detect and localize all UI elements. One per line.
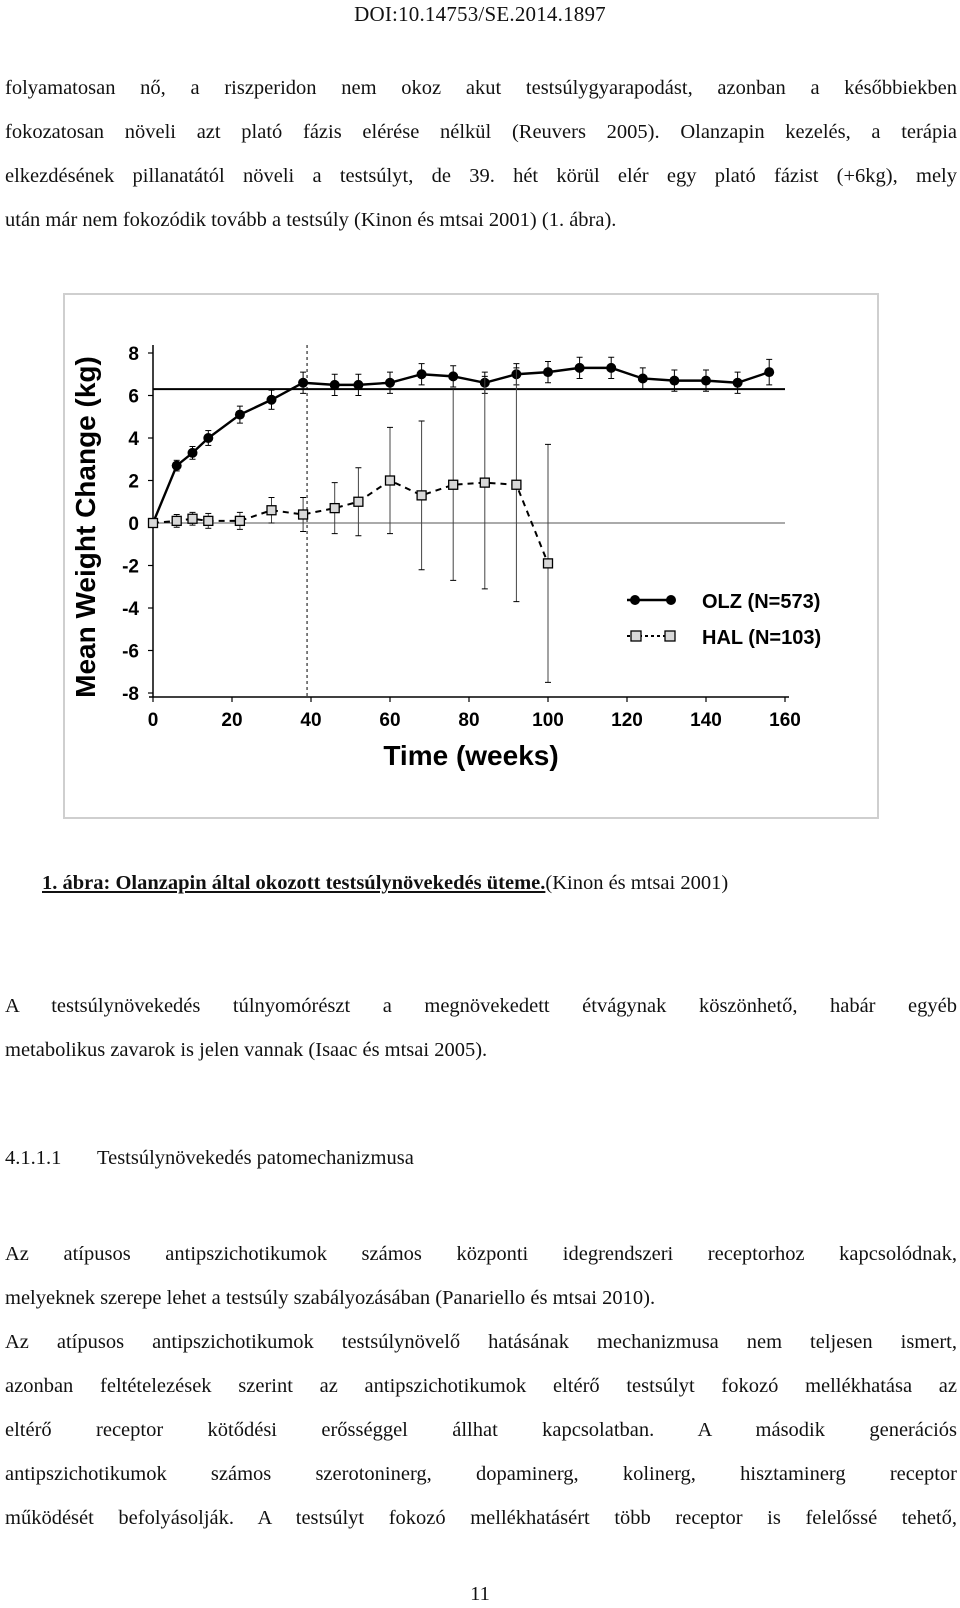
text-line: melyeknek szerepe lehet a testsúly szabályozásában (Panariello és mtsai 2010). xyxy=(5,1287,656,1309)
hal-data-point xyxy=(330,504,339,513)
legend-olz-marker xyxy=(666,595,676,605)
olz-data-point xyxy=(764,367,774,377)
olz-data-point xyxy=(669,376,679,386)
y-tick-label: -4 xyxy=(122,599,139,620)
legend-olz-marker xyxy=(630,595,640,605)
y-tick-label: 2 xyxy=(128,471,139,493)
y-tick-label: -2 xyxy=(122,556,139,578)
x-tick-label: 160 xyxy=(769,710,801,731)
x-tick-label: 60 xyxy=(379,710,401,731)
figure-frame xyxy=(63,293,879,819)
olz-data-point xyxy=(606,363,616,373)
legend-hal-marker xyxy=(665,631,675,641)
olz-data-point xyxy=(188,448,198,458)
y-tick-label: 0 xyxy=(128,514,139,535)
olz-data-point xyxy=(417,369,427,379)
x-tick-label: 20 xyxy=(221,710,243,731)
hal-data-point xyxy=(204,516,213,525)
olz-data-point xyxy=(575,363,585,373)
x-tick-label: 80 xyxy=(458,710,480,731)
text-line: fokozatosan növeli azt plató fázis elérése nélkül (Reuvers 2005). Olanzapin kezelés, a terápia xyxy=(5,121,957,143)
section-heading xyxy=(5,1147,414,1170)
text-line: antipszichotikumok számos szerotoninerg, dopaminerg, kolinerg, hisztaminerg receptor xyxy=(5,1463,957,1485)
text-line: folyamatosan nő, a riszperidon nem okoz akut testsúlygyarapodást, azonban a későbbiekben xyxy=(5,77,957,99)
text-line: azonban feltételezések szerint az antipszichotikumok eltérő testsúlyt fokozó mellékhatása az xyxy=(5,1375,957,1397)
olz-data-point xyxy=(298,378,308,388)
text-line: eltérő receptor kötődési erősséggel állhat kapcsolatban. A második generációs xyxy=(5,1419,957,1441)
text-line: Az atípusos antipszichotikumok testsúlynövelő hatásának mechanizmusa nem teljesen ismert, xyxy=(5,1331,957,1353)
caption-citation: (Kinon és mtsai 2001) xyxy=(545,872,729,894)
hal-data-point xyxy=(235,516,244,525)
text-line: Az atípusos antipszichotikumok számos központi idegrendszeri receptorhoz kapcsolódnak, xyxy=(5,1243,957,1265)
olz-data-point xyxy=(203,433,213,443)
hal-data-point xyxy=(188,514,197,523)
olz-data-point xyxy=(701,376,711,386)
hal-data-point xyxy=(417,491,426,500)
x-axis-label: Time (weeks) xyxy=(383,740,559,771)
weight-change-chart xyxy=(65,295,877,817)
x-tick-label: 140 xyxy=(690,710,722,731)
olz-data-point xyxy=(235,410,245,420)
figure-caption xyxy=(42,872,728,895)
paragraph-intro xyxy=(5,66,957,242)
x-tick-label: 40 xyxy=(300,710,322,731)
olz-data-point xyxy=(353,380,363,390)
olz-data-point xyxy=(172,461,182,471)
y-tick-label: 6 xyxy=(128,386,139,408)
y-tick-label: 4 xyxy=(128,429,139,450)
text-line: működését befolyásolják. A testsúlyt fokozó mellékhatásért több receptor is felelőssé tehető, xyxy=(5,1507,957,1529)
doi-header: DOI:10.14753/SE.2014.1897 xyxy=(354,2,606,26)
section-title: Testsúlynövekedés patomechanizmusa xyxy=(97,1147,414,1169)
olz-data-point xyxy=(638,374,648,384)
y-axis-label: Mean Weight Change (kg) xyxy=(70,356,101,698)
paragraph-receptors xyxy=(5,1232,957,1320)
hal-data-point xyxy=(149,519,158,528)
hal-data-point xyxy=(172,516,181,525)
y-tick-label: -6 xyxy=(122,641,139,663)
olz-data-point xyxy=(330,380,340,390)
y-tick-label: 8 xyxy=(128,344,139,365)
caption-title: 1. ábra: Olanzapin által okozott testsúlynövekedés üteme. xyxy=(42,872,546,894)
olz-data-point xyxy=(733,378,743,388)
hal-data-point xyxy=(386,476,395,485)
hal-data-point xyxy=(267,506,276,515)
hal-data-point xyxy=(299,510,308,519)
y-tick-label: -8 xyxy=(122,684,139,705)
olz-data-point xyxy=(448,371,458,381)
legend-hal-marker xyxy=(631,631,641,641)
text-line: elkezdésének pillanatától növeli a testsúlyt, de 39. hét körül elér egy plató fázist (+6kg), mely xyxy=(5,165,957,187)
text-line: A testsúlynövekedés túlnyomórészt a megnövekedett étvágynak köszönhető, habár egyéb xyxy=(5,995,957,1017)
olz-data-point xyxy=(543,367,553,377)
hal-data-point xyxy=(544,559,553,568)
page-number: 11 xyxy=(470,1583,490,1605)
paragraph-appetite xyxy=(5,984,957,1072)
legend-hal-label: HAL (N=103) xyxy=(702,627,822,649)
legend-olz-label: OLZ (N=573) xyxy=(702,591,821,613)
section-number: 4.1.1.1 xyxy=(5,1147,62,1169)
olz-data-point xyxy=(385,378,395,388)
hal-data-point xyxy=(512,480,521,489)
paragraph-mechanism xyxy=(5,1320,957,1540)
hal-data-point xyxy=(354,497,363,506)
hal-data-point xyxy=(449,480,458,489)
text-line: metabolikus zavarok is jelen vannak (Isaac és mtsai 2005). xyxy=(5,1039,488,1061)
hal-data-point xyxy=(480,478,489,487)
x-tick-label: 120 xyxy=(611,710,643,731)
text-line: után már nem fokozódik tovább a testsúly (Kinon és mtsai 2001) (1. ábra). xyxy=(5,209,617,231)
x-tick-label: 100 xyxy=(532,710,564,731)
x-tick-label: 0 xyxy=(147,710,159,731)
olz-data-point xyxy=(267,395,277,405)
